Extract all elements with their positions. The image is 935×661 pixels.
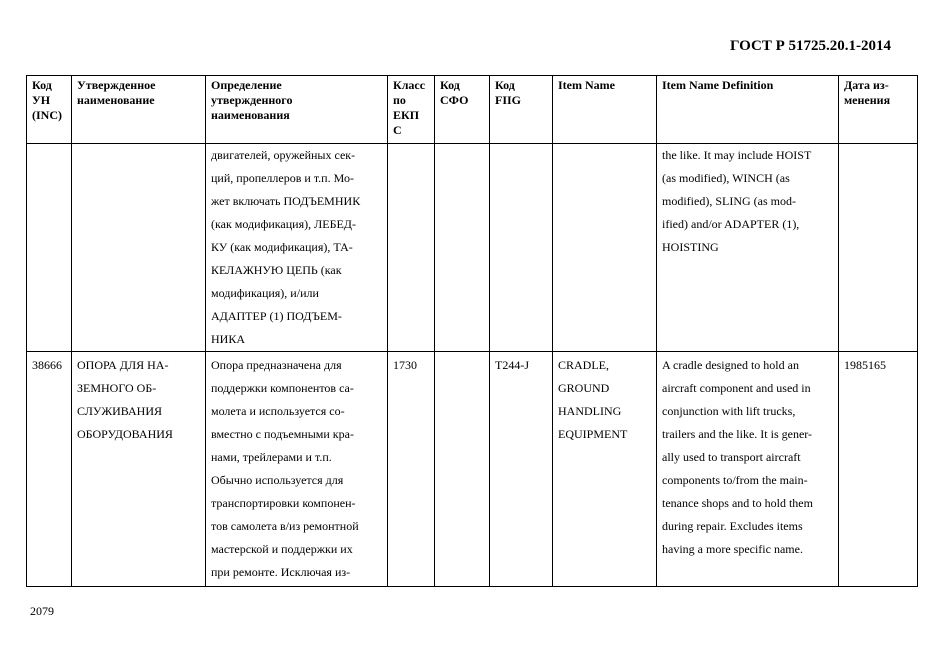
document-header: ГОСТ Р 51725.20.1-2014 [729, 38, 891, 54]
cell-text-line: двигателей, оружейных сек- [211, 148, 356, 162]
table-row [27, 144, 918, 352]
cell-text-line: ОБОРУДОВАНИЯ [77, 427, 173, 441]
cell-text-line: 1730 [393, 358, 417, 372]
column-header-line: Утвержденное [77, 78, 156, 92]
cell-text-line: CRADLE, [558, 358, 609, 372]
cell-text-line: GROUND [558, 381, 610, 395]
cell-sfo-code [435, 144, 490, 352]
cell-item-name-definition [657, 352, 839, 587]
cell-class [388, 144, 435, 352]
column-header-line: Код [32, 78, 52, 92]
specification-table [26, 75, 918, 587]
column-header-line: Код [440, 78, 460, 92]
column-header-line: FIIG [495, 93, 522, 107]
cell-text-line: ally used to transport aircraft [662, 450, 801, 464]
cell-text-line: поддержки компонентов са- [211, 381, 354, 395]
cell-text-line: HOISTING [662, 240, 719, 254]
column-header-class [388, 76, 435, 144]
column-header-line: наименования [211, 108, 290, 122]
page-number: 2079 [30, 604, 54, 618]
cell-inc [27, 144, 72, 352]
cell-text-line: aircraft component and used in [662, 381, 811, 395]
cell-text-line: during repair. Excludes items [662, 519, 803, 533]
cell-text-line: СЛУЖИВАНИЯ [77, 404, 163, 418]
cell-text-line: T244-J [495, 358, 529, 372]
cell-text-line: A cradle designed to hold an [662, 358, 799, 372]
column-header-line: СФО [440, 93, 469, 107]
cell-text-line: components to/from the main- [662, 473, 808, 487]
cell-text-line: транспортировки компонен- [211, 496, 356, 510]
cell-text-line: жет включать ПОДЪЕМНИК [211, 194, 361, 208]
cell-text-line: ций, пропеллеров и т.п. Мо- [211, 171, 354, 185]
column-header-sfo-code [435, 76, 490, 144]
column-header-line: Item Name Definition [662, 78, 774, 92]
column-header-definition [206, 76, 388, 144]
column-header-line: Класс [393, 78, 426, 92]
cell-text-line: при ремонте. Исключая из- [211, 565, 351, 579]
cell-text-line: (как модификация), ЛЕБЕД- [211, 217, 356, 231]
cell-text-line: Обычно используется для [211, 473, 344, 487]
cell-text-line: EQUIPMENT [558, 427, 628, 441]
cell-text-line: tenance shops and to hold them [662, 496, 813, 510]
cell-sfo-code [435, 352, 490, 587]
table-header-row [27, 76, 918, 144]
cell-text-line: HANDLING [558, 404, 622, 418]
cell-text-line: having a more specific name. [662, 542, 803, 556]
column-header-line: Определение [211, 78, 282, 92]
column-header-item-name [553, 76, 657, 144]
cell-change-date [839, 144, 918, 352]
cell-text-line: conjunction with lift trucks, [662, 404, 796, 418]
cell-item-name [553, 352, 657, 587]
column-header-line: УН [32, 93, 51, 107]
cell-text-line: the like. It may include HOIST [662, 148, 812, 162]
cell-text-line: 1985165 [844, 358, 886, 372]
cell-fiig-code [490, 352, 553, 587]
cell-approved-name [72, 352, 206, 587]
cell-class [388, 352, 435, 587]
column-header-line: Дата из- [844, 78, 889, 92]
table-row [27, 352, 918, 587]
cell-text-line: молета и используется со- [211, 404, 345, 418]
cell-inc [27, 352, 72, 587]
column-header-line: ЕКП [393, 108, 420, 122]
cell-text-line: ified) and/or ADAPTER (1), [662, 217, 800, 231]
cell-text-line: ОПОРА ДЛЯ НА- [77, 358, 169, 372]
column-header-fiig-code [490, 76, 553, 144]
cell-text-line: нами, трейлерами и т.п. [211, 450, 332, 464]
cell-fiig-code [490, 144, 553, 352]
cell-text-line: тов самолета в/из ремонтной [211, 519, 359, 533]
cell-item-name-definition [657, 144, 839, 352]
cell-text-line: вместно с подъемными кра- [211, 427, 354, 441]
column-header-line: Item Name [558, 78, 615, 92]
column-header-line: по [393, 93, 406, 107]
cell-text-line: КЕЛАЖНУЮ ЦЕПЬ (как [211, 263, 342, 277]
cell-text-line: ЗЕМНОГО ОБ- [77, 381, 157, 395]
column-header-approved-name [72, 76, 206, 144]
cell-text-line: (as modified), WINCH (as [662, 171, 790, 185]
cell-text-line: 38666 [32, 358, 62, 372]
cell-text-line: мастерской и поддержки их [211, 542, 353, 556]
column-header-inc [27, 76, 72, 144]
cell-text-line: АДАПТЕР (1) ПОДЪЕМ- [211, 309, 342, 323]
cell-text-line: КУ (как модификация), ТА- [211, 240, 353, 254]
column-header-line: утвержденного [211, 93, 293, 107]
column-header-line: менения [844, 93, 891, 107]
column-header-line: наименование [77, 93, 155, 107]
column-header-item-name-definition [657, 76, 839, 144]
column-header-change-date [839, 76, 918, 144]
cell-text-line: trailers and the like. It is gener- [662, 427, 813, 441]
cell-text-line: НИКА [211, 332, 246, 346]
column-header-line: С [393, 123, 402, 137]
cell-text-line: modified), SLING (as mod- [662, 194, 796, 208]
cell-item-name [553, 144, 657, 352]
cell-text-line: Опора предназначена для [211, 358, 342, 372]
cell-approved-name [72, 144, 206, 352]
cell-definition [206, 352, 388, 587]
column-header-line: (INC) [32, 108, 62, 122]
cell-definition [206, 144, 388, 352]
cell-text-line: модификация), и/или [211, 286, 319, 300]
cell-change-date [839, 352, 918, 587]
column-header-line: Код [495, 78, 515, 92]
